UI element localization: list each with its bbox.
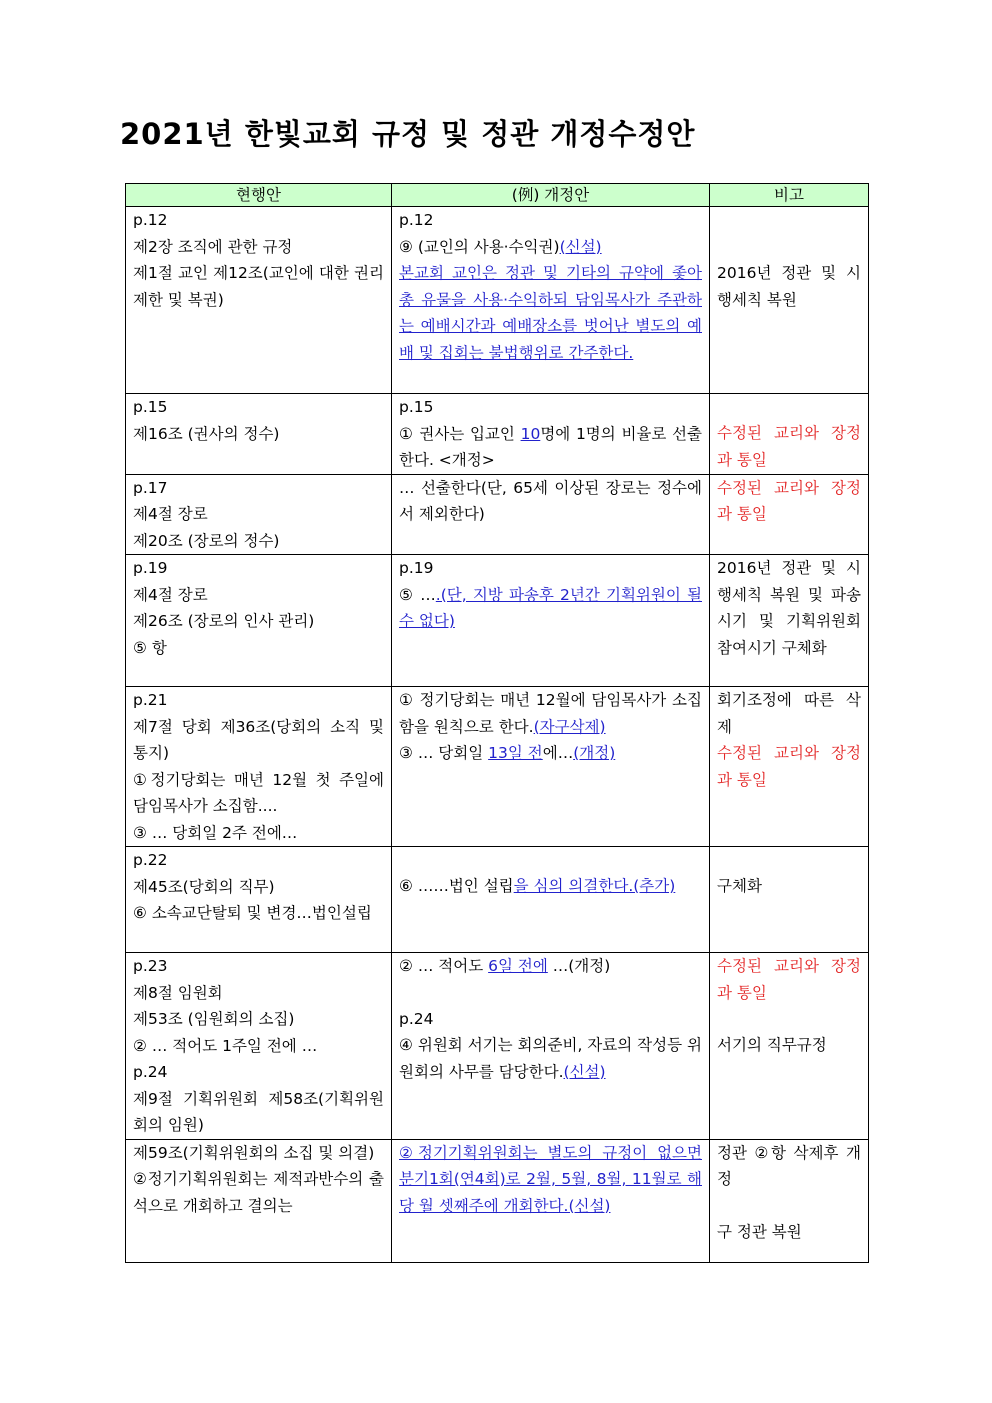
- proposed-text: 에…: [542, 744, 574, 762]
- proposed-cell: [392, 1139, 710, 1262]
- current-line: 제45조(당회의 직무): [133, 877, 275, 896]
- current-line: ⑤ 항: [133, 638, 167, 657]
- proposed-text: ② … 적어도: [399, 957, 489, 975]
- current-line: 제16조 (권사의 정수): [133, 424, 280, 443]
- proposed-text: ③ … 당회일: [399, 744, 489, 762]
- proposed-line: [399, 421, 702, 474]
- note-text: 수정된 교리와 장정과 통일: [717, 424, 861, 469]
- revision-mark: (신설): [559, 237, 602, 256]
- current-line: ⑥ 소속교단탈퇴 및 변경…법인설립: [133, 904, 372, 922]
- current-line: p.22: [133, 851, 168, 869]
- revision-mark: (신설): [563, 1062, 606, 1081]
- note-text: 구체화: [717, 877, 762, 895]
- current-line: p.17: [133, 478, 168, 497]
- current-line: 제26조 (장로의 인사 관리): [133, 612, 315, 630]
- proposed-line: p.24: [399, 1009, 434, 1028]
- table-row: [126, 1139, 869, 1262]
- proposed-text: …(개정): [547, 957, 611, 975]
- proposed-text: ⑨ (교인의 사용·수익권): [399, 237, 560, 256]
- current-cell: [126, 474, 392, 555]
- document-title: 2021년 한빛교회 규정 및 정관 개정수정안: [120, 117, 696, 151]
- table-row: [126, 207, 869, 394]
- note-text: 2016년 정관 및 시행세칙 복원 및 파송시기 및 기획위원회 참여시기 구체화: [717, 559, 861, 657]
- current-cell: [126, 394, 392, 475]
- note-text: 2016년 정관 및 시행세칙 복원: [717, 264, 861, 309]
- proposed-line: … 선출한다(단, 65세 이상된 장로는 정수에서 제외한다): [399, 478, 702, 523]
- current-line: p.24: [133, 1063, 168, 1081]
- note-cell: [710, 953, 869, 1140]
- note-text: 정관 ②항 삭제후 개정: [717, 1143, 861, 1188]
- current-cell: [126, 687, 392, 847]
- proposed-text: ⑥ ……법인 설립: [399, 877, 514, 895]
- current-line: 제9절 기획위원회 제58조(기획위원회의 임원): [133, 1089, 384, 1134]
- current-cell: [126, 555, 392, 687]
- current-line: 제53조 (임원회의 소집): [133, 1010, 295, 1028]
- current-line: ②정기기획위원회는 제적과반수의 출석으로 개회하고 결의는: [133, 1170, 384, 1215]
- proposed-line: [399, 740, 702, 767]
- revision-mark: .(단, 지방 파송후 2년간 기획위원이 될수 없다): [399, 585, 702, 630]
- proposed-text: ① 정기당회는 매년 12월에 담임목사가 소집함을 원칙으로 한다.: [399, 691, 702, 736]
- table-row: [126, 474, 869, 555]
- proposed-line: p.19: [399, 559, 434, 577]
- proposed-line: p.12: [399, 211, 434, 229]
- revision-mark: 10: [520, 424, 541, 443]
- proposed-text: 명에 1명의 비율로 선출한다. <개정>: [399, 424, 703, 469]
- current-line: p.12: [133, 211, 168, 229]
- note-text: 수정된 교리와 장정과 통일: [717, 957, 861, 1002]
- note-cell: [710, 847, 869, 953]
- current-line: p.15: [133, 398, 168, 416]
- revision-table: [125, 183, 869, 1263]
- current-line: 제20조 (장로의 정수): [133, 531, 280, 550]
- proposed-cell: [392, 953, 710, 1140]
- current-line: 제7절 당회 제36조(당회의 소직 및 통지): [133, 717, 384, 762]
- note-text: 수정된 교리와 장정과 통일: [717, 478, 861, 523]
- note-text: 회기조정에 따른 삭제: [717, 691, 861, 736]
- header-note: 비고: [710, 184, 869, 207]
- proposed-cell: [392, 847, 710, 953]
- proposed-line: [399, 953, 702, 980]
- proposed-line: [399, 234, 702, 261]
- header-proposed: (例) 개정안: [392, 184, 710, 207]
- current-line: 제2장 조직에 관한 규정: [133, 237, 293, 256]
- note-cell: [710, 555, 869, 687]
- revision-mark: 13일 전: [488, 744, 543, 762]
- proposed-line: [399, 1032, 702, 1085]
- table-header-row: [126, 184, 869, 207]
- current-cell: [126, 1139, 392, 1262]
- current-line: ② … 적어도 1주일 전에 …: [133, 1036, 318, 1055]
- table-row: [126, 394, 869, 475]
- current-line: 제59조(기획위원회의 소집 및 의결): [133, 1143, 375, 1162]
- revision-mark: (자구삭제): [533, 717, 606, 736]
- proposed-text: ① 권사는 입교인: [399, 424, 521, 443]
- note-cell: [710, 1139, 869, 1262]
- current-line: ①정기당회는 매년 12월 첫 주일에 담임목사가 소집함....: [133, 770, 384, 815]
- note-cell: [710, 687, 869, 847]
- proposed-text-new: 본교회 교인은 정관 및 기타의 규약에 좇아 총 유물을 사용·수익하되 담임목사가 주관하는 예배시간과 예배장소를 벗어난 별도의 예배 및 집회는 불법행위로 간주한다.: [399, 264, 702, 362]
- proposed-text-new: ②정기기획위원회는 별도의 규정이 없으면 분기1회(연4회)로 2월, 5월, 8월, 11월로 해당 월 셋째주에 개회한다.(신설): [399, 1143, 702, 1215]
- proposed-cell: [392, 474, 710, 555]
- current-cell: [126, 953, 392, 1140]
- table-row: [126, 687, 869, 847]
- table-row: [126, 953, 869, 1140]
- table-row: [126, 555, 869, 687]
- current-line: ③ … 당회일 2주 전에…: [133, 823, 298, 842]
- proposed-line: [399, 687, 702, 740]
- note-cell: [710, 207, 869, 394]
- proposed-cell: [392, 394, 710, 475]
- proposed-line: [399, 582, 702, 635]
- current-cell: [126, 847, 392, 953]
- header-current: 현행안: [126, 184, 392, 207]
- note-cell: [710, 474, 869, 555]
- current-line: 제8절 임원회: [133, 983, 223, 1002]
- current-line: p.19: [133, 559, 168, 577]
- revision-mark: 을 심의 의결한다.(추가): [513, 877, 676, 895]
- note-text: 구 정관 복원: [717, 1222, 802, 1241]
- revision-mark: (개정): [573, 744, 616, 762]
- note-text: 서기의 직무규정: [717, 1036, 827, 1054]
- proposed-line: [399, 873, 702, 900]
- note-text: 수정된 교리와 장정과 통일: [717, 744, 861, 789]
- proposed-line: p.15: [399, 398, 434, 416]
- revision-mark: 6일 전에: [488, 957, 548, 975]
- current-line: 제1절 교인 제12조(교인에 대한 권리 제한 및 복권): [133, 264, 384, 309]
- proposed-cell: [392, 207, 710, 394]
- current-cell: [126, 207, 392, 394]
- current-line: p.21: [133, 691, 168, 709]
- current-line: 제4절 장로: [133, 505, 208, 523]
- table-row: [126, 847, 869, 953]
- proposed-text: ⑤ …: [399, 585, 436, 604]
- proposed-cell: [392, 555, 710, 687]
- note-cell: [710, 394, 869, 475]
- proposed-text: ④ 위원회 서기는 회의준비, 자료의 작성등 위원회의 사무를 담당한다.: [399, 1036, 702, 1081]
- proposed-cell: [392, 687, 710, 847]
- current-line: 제4절 장로: [133, 585, 208, 604]
- current-line: p.23: [133, 957, 168, 975]
